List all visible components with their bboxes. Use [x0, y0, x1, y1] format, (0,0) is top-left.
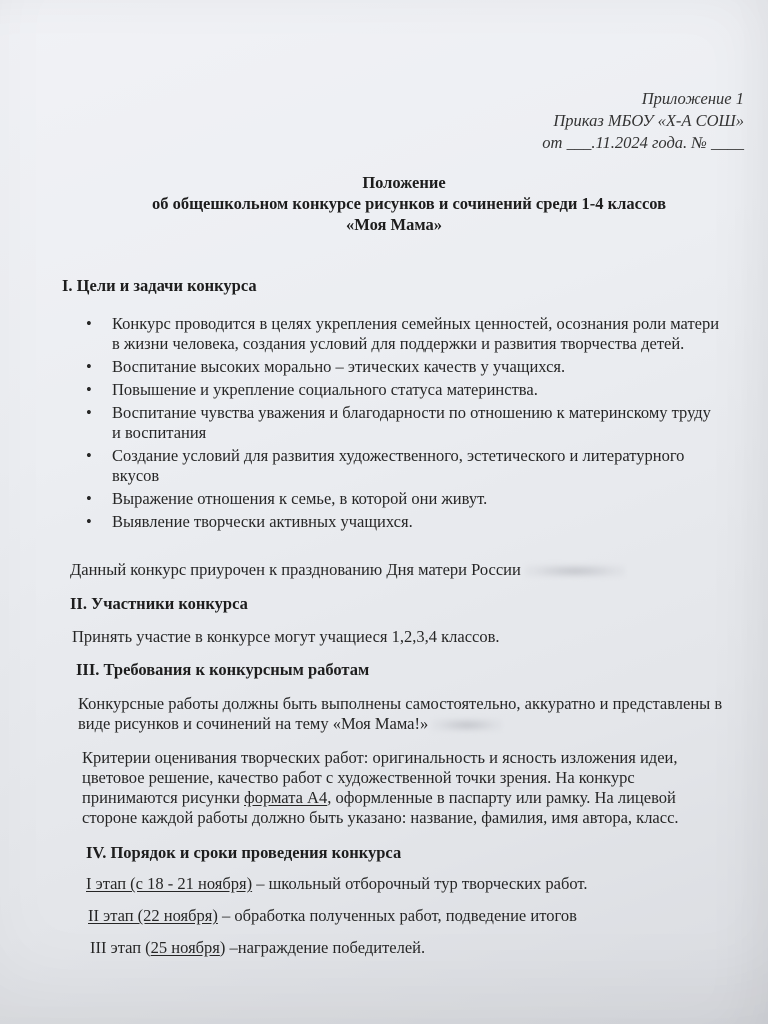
requirements-paragraph	[78, 694, 726, 734]
stage-2-text: – обработка полученных работ, подведение итогов	[217, 906, 577, 925]
criteria-text-2: , оформленные в паспарту или рамку. На лицевой стороне каждой работы должно быть указано: название, фамилия, имя автора, класс.	[82, 788, 679, 827]
appendix-header	[542, 88, 744, 154]
redacted-blur	[525, 564, 625, 578]
goals-list	[82, 314, 722, 535]
stage-1-text: – школьный отборочный тур творческих работ.	[252, 874, 588, 893]
participants-text: Принять участие в конкурсе могут учащиеся 1,2,3,4 классов.	[72, 627, 500, 646]
redacted-blur	[432, 718, 502, 732]
contest-note	[70, 560, 730, 580]
stage-2-label: II этап (22 ноября)	[88, 906, 218, 925]
list-item: • Выявление творчески активных учащихся.	[82, 512, 722, 532]
stage-3-suffix: ) –награждение победителей.	[219, 938, 426, 957]
stage-3	[90, 938, 730, 958]
criteria-text-1: Критерии оценивания творческих работ: оригинальность и ясность изложения идеи, цветовое решение, качество работ с художественной точки зрения. На конкурс принимаются рисунки	[82, 748, 678, 807]
stage-1-label: I этап (с 18 - 21 ноября)	[86, 874, 253, 893]
stage-3-date: 25 ноября	[150, 938, 220, 957]
document-title	[0, 172, 768, 235]
requirements-text: Конкурсные работы должны быть выполнены самостоятельно, аккуратно и представлены в виде рисунков и сочинений на тему «Моя Мама!»	[78, 694, 723, 733]
section-3-heading: III. Требования к конкурсным работам	[76, 660, 370, 679]
list-item: • Повышение и укрепление социального статуса материнства.	[82, 380, 722, 400]
section-2-heading: II. Участники конкурса	[70, 594, 248, 613]
title-line-2: об общешкольном конкурсе рисунков и сочинений среди 1-4 классов	[151, 194, 667, 213]
stage-1	[86, 874, 726, 894]
section-1-heading: I. Цели и задачи конкурса	[62, 276, 257, 295]
order-label: Приказ МБОУ «Х-А СОШ»	[553, 111, 744, 130]
stage-3-prefix: III этап (	[90, 938, 151, 957]
title-line-3: «Моя Мама»	[345, 215, 443, 234]
title-line-1: Положение	[362, 173, 446, 192]
list-item: • Выражение отношения к семье, в которой они живут.	[82, 489, 722, 509]
contest-note-text: Данный конкурс приурочен к празднованию Дня матери России	[70, 560, 521, 579]
criteria-paragraph	[82, 748, 728, 828]
stage-2	[88, 906, 728, 926]
order-date: от ___.11.2024 года. № ____	[542, 133, 744, 152]
list-item: • Воспитание высоких морально – этических качеств у учащихся.	[82, 357, 722, 377]
list-item: • Создание условий для развития художественного, эстетического и литературного вкусов	[82, 446, 722, 486]
appendix-label: Приложение 1	[641, 89, 744, 108]
format-a4-link[interactable]: формата А4	[244, 788, 328, 807]
list-item: • Воспитание чувства уважения и благодарности по отношению к материнскому труду и воспитания	[82, 403, 722, 443]
list-item: • Конкурс проводится в целях укрепления семейных ценностей, осознания роли матери в жизни человека, создания условий для поддержки и развития творчества детей.	[82, 314, 722, 354]
section-4-heading: IV. Порядок и сроки проведения конкурса	[86, 843, 402, 862]
